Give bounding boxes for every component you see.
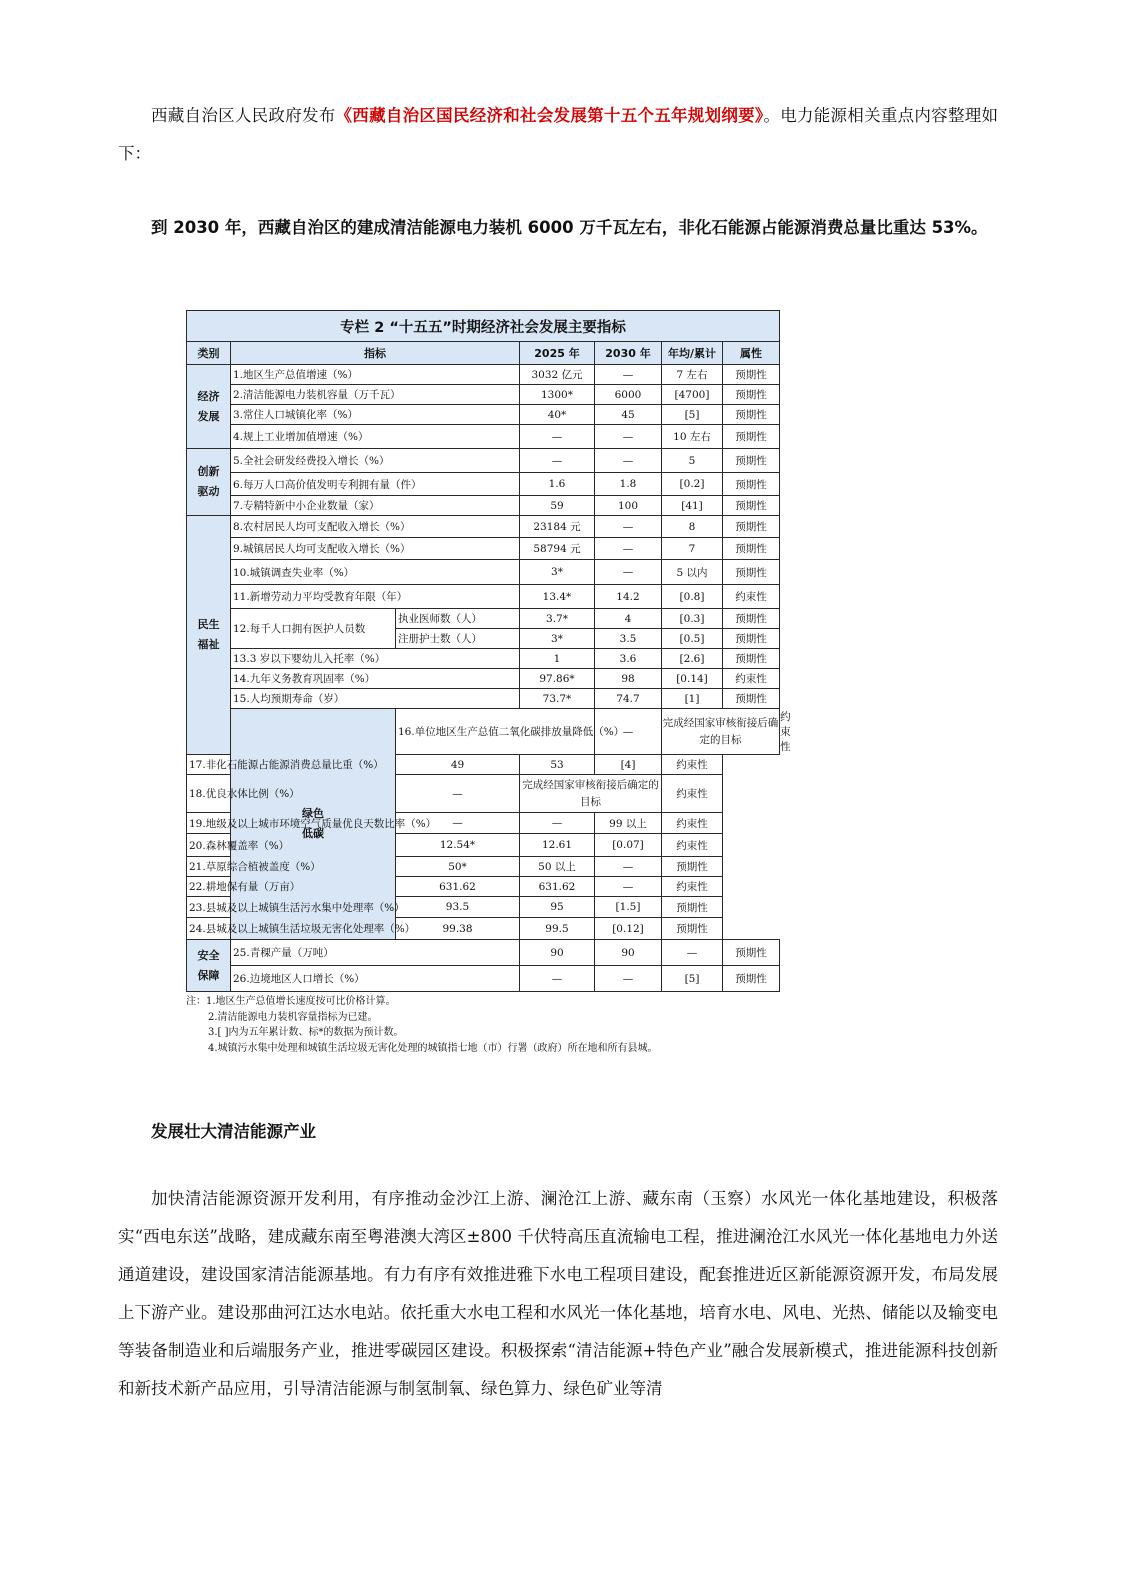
table-note: 3.[ ]内为五年累计数、标*的数据为预计数。 <box>208 1027 404 1038</box>
value-annual: [41] <box>662 496 723 516</box>
value-2030: — <box>595 449 662 473</box>
category-safe-label: 安全 保障 <box>197 948 220 982</box>
value-annual: [0.07] <box>595 834 662 857</box>
value-annual: [0.8] <box>662 585 723 609</box>
header-2030: 2030 年 <box>595 342 662 365</box>
table-note: 4.城镇污水集中处理和城镇生活垃圾无害化处理的城镇指七地（市）行署（政府）所在地和所有县城。 <box>208 1042 658 1054</box>
indicator-name: 21.草原综合植被盖度（%） <box>187 857 396 877</box>
intro-paragraph <box>118 97 998 173</box>
indicator-name: 25.青稞产量（万吨） <box>231 940 520 966</box>
value-2030: 53 <box>520 755 595 775</box>
value-annual: [0.5] <box>662 629 723 649</box>
value-2030: — <box>520 813 595 834</box>
value-attribute: 约束性 <box>723 585 780 609</box>
indicator-name: 15.人均预期寿命（岁） <box>231 689 520 709</box>
value-2030: 12.61 <box>520 834 595 857</box>
value-2030: — <box>595 516 662 538</box>
value-attribute: 预期性 <box>723 940 780 966</box>
indicator-name: 17.非化石能源占能源消费总量比重（%） <box>187 755 396 775</box>
value-annual: 7 左右 <box>662 365 723 385</box>
indicator-name: 22.耕地保有量（万亩） <box>187 877 396 897</box>
indicator-name: 20.森林覆盖率（%） <box>187 834 396 857</box>
category-green-label: 绿色 低碳 <box>302 807 324 840</box>
value-2030: 14.2 <box>595 585 662 609</box>
indicator-table: 专栏 2 “十五五”时期经济社会发展主要指标 类别 指标 2025 年 2030 年 年均/累计 属性 经济 发展 1.地区生产总值增速（%） 3032 亿元 — 7 左右 预期性 2.清洁能源电力装机容量（万千瓦） 1300* 6000 [4700] 预期性 3.常住人口城镇化率（%） 40* 45 [5] 预期性 4.规上工业增加值增速（%） — — 10 左右 预期性 创新 驱动 5.全社会研发经费投入增长（%） — — 5 预期性 6.每万人口高价值发明专利拥有量（件） 1.6 1.8 [0.2] 预期性 7.专精特新中小企业数量（家） 59 100 [41] 预期性 民生 福祉 8.农村居民人均可支配收入增长（%） 23184 元 — 8 预期性 9.城镇居民人均可支配收入增长（%） 58794 元 — 7 预期性 10.城镇调查失业率（%） 3* — 5 以内 预期性 11.新增劳动力平均受教育年限（年） 13.4* 14.2 [0.8] 约束性 12.每千人口拥有医护人员数 执业医师数（人） 3.7* 4 [0.3] 预期性 注册护士数（人） 3* 3.5 [0.5] 预期性 13.3 岁以下婴幼儿入托率（%） 1 3.6 [2.6] 预期性 14.九年义务教育巩固率（%） 97.86* 98 [0.14] 约束性 15.人均预期寿命（岁） 73.7* 74.7 [1] 预期性 绿色 低碳 16.单位地区生产总值二氧化碳排放量降低（%） — 完成经国家审核衔接后确定的目标 约束性 17.非化石能源占能源消费总量比重（%） 49 53 [4] 约束性 18.优良水体比例（%） — 完成经国家审核衔接后确定的目标 约束性 19.地级及以上城市环境空气质量优良天数比率（%） — — 99 以上 约束性 20.森林覆盖率（%） 12.54* 12.61 [0.07] 约束性 21.草原综合植被盖度（%） 50* 50 以上 — 预期性 22.耕地保有量（万亩） 631.62 631.62 — 约束性 23.县城及以上城镇生活污水集中处理率（%） 93.5 95 [1.5] 预期性 24.县城及以上城镇生活垃圾无害化处理率（%） 99.38 99.5 [0.12] 预期性 安全 保障 25.青稞产量（万吨） 90 90 — 预期性 26.边境地区人口增长（%） — — [5] 预期性 <box>186 310 780 992</box>
indicator-name: 4.规上工业增加值增速（%） <box>231 425 520 449</box>
value-2030: 74.7 <box>595 689 662 709</box>
body-paragraph: 加快清洁能源资源开发利用，有序推动金沙江上游、澜沧江上游、藏东南（玉察）水风光一体化基地建设，积极落实“西电东送”战略，建成藏东南至粤港澳大湾区±800 千伏特高压直流输电工程，推进澜沧江水风光一体化基地电力外送通道建设，建设国家清洁能源基地。有力有序有效推进雅下水电工程项目建设，配套推进近区新能源资源开发，布局发展上下游产业。建设那曲河江达水电站。依托重大水电工程和水风光一体化基地，培育水电、风电、光热、储能以及输变电等装备制造业和后端服务产业，推进零碳园区建设。积极探索“清洁能源+特色产业”融合发展新模式，推进能源科技创新和新技术新产品应用，引导清洁能源与制氢制氧、绿色算力、绿色矿业等清 <box>118 1189 998 1398</box>
value-2025: 1300* <box>520 385 595 405</box>
category-econ-label: 经济 发展 <box>197 389 220 423</box>
header-attribute: 属性 <box>723 342 780 365</box>
category-innov-label: 创新 驱动 <box>197 465 220 498</box>
intro-prefix: 西藏自治区人民政府发布 <box>151 106 336 125</box>
value-attribute: 约束性 <box>662 834 723 857</box>
indicator-name: 5.全社会研发经费投入增长（%） <box>231 449 520 473</box>
value-attribute: 预期性 <box>662 897 723 918</box>
indicator-name: 9.城镇居民人均可支配收入增长（%） <box>231 538 520 560</box>
header-category: 类别 <box>187 342 231 365</box>
value-2025: — <box>520 449 595 473</box>
indicator-name: 7.专精特新中小企业数量（家） <box>231 496 520 516</box>
value-2025: 50* <box>396 857 520 877</box>
value-2030: 631.62 <box>520 877 595 897</box>
value-2030: 100 <box>595 496 662 516</box>
header-annual: 年均/累计 <box>662 342 723 365</box>
value-attribute: 预期性 <box>662 857 723 877</box>
indicator-table-figure <box>186 310 791 1056</box>
indicator-name: 16.单位地区生产总值二氧化碳排放量降低（%） <box>396 709 595 755</box>
value-2030: 1.8 <box>595 473 662 496</box>
indicator-subname: 执业医师数（人） <box>396 609 520 629</box>
indicator-name: 2.清洁能源电力装机容量（万千瓦） <box>231 385 520 405</box>
value-attribute: 预期性 <box>723 496 780 516</box>
value-2030: 6000 <box>595 385 662 405</box>
value-2030: 3.5 <box>595 629 662 649</box>
document-title-link[interactable]: 《西藏自治区国民经济和社会发展第十五个五年规划纲要》 <box>335 106 764 125</box>
value-annual: — <box>595 877 662 897</box>
value-attribute: 预期性 <box>723 449 780 473</box>
value-2025: 12.54* <box>396 834 520 857</box>
value-2025: 99.38 <box>396 918 520 940</box>
value-annual: [0.3] <box>662 609 723 629</box>
value-annual: — <box>595 857 662 877</box>
category-live <box>187 516 231 755</box>
value-annual: [1.5] <box>595 897 662 918</box>
value-2025: 59 <box>520 496 595 516</box>
value-2025: 97.86* <box>520 669 595 689</box>
value-2025: 1.6 <box>520 473 595 496</box>
value-annual: [5] <box>662 405 723 425</box>
category-live-label: 民生 福祉 <box>197 618 220 651</box>
indicator-name: 3.常住人口城镇化率（%） <box>231 405 520 425</box>
table-notes <box>186 994 779 1056</box>
value-2025: 3* <box>520 629 595 649</box>
value-2030: 95 <box>520 897 595 918</box>
value-2025: 631.62 <box>396 877 520 897</box>
value-attribute: 预期性 <box>723 560 780 585</box>
value-2030: — <box>595 365 662 385</box>
indicator-name: 11.新增劳动力平均受教育年限（年） <box>231 585 520 609</box>
indicator-name: 8.农村居民人均可支配收入增长（%） <box>231 516 520 538</box>
value-2025: — <box>520 966 595 992</box>
category-safe <box>187 940 231 992</box>
indicator-name: 1.地区生产总值增速（%） <box>231 365 520 385</box>
value-attribute: 预期性 <box>723 516 780 538</box>
highlight-statement: 到 2030 年，西藏自治区的建成清洁能源电力装机 6000 万千瓦左右，非化石能源占能源消费总量比重达 53%。 <box>151 218 988 237</box>
header-2025: 2025 年 <box>520 342 595 365</box>
value-attribute: 约束性 <box>662 775 723 813</box>
value-2030: — <box>595 538 662 560</box>
value-2025: 3032 亿元 <box>520 365 595 385</box>
value-2030: 98 <box>595 669 662 689</box>
indicator-name: 26.边境地区人口增长（%） <box>231 966 520 992</box>
value-2025: 40* <box>520 405 595 425</box>
value-2030-target: 完成经国家审核衔接后确定的目标 <box>662 709 780 755</box>
value-annual: [1] <box>662 689 723 709</box>
value-annual: — <box>662 940 723 966</box>
value-2030: 50 以上 <box>520 857 595 877</box>
value-2025: 3* <box>520 560 595 585</box>
indicator-name: 14.九年义务教育巩固率（%） <box>231 669 520 689</box>
table-note: 2.清洁能源电力装机容量指标为已建。 <box>208 1011 378 1023</box>
value-attribute: 预期性 <box>723 689 780 709</box>
indicator-name: 12.每千人口拥有医护人员数 <box>231 609 396 649</box>
value-attribute: 预期性 <box>723 649 780 669</box>
value-2025: — <box>396 775 520 813</box>
value-attribute: 预期性 <box>723 473 780 496</box>
value-2025: — <box>396 813 520 834</box>
value-2025: 13.4* <box>520 585 595 609</box>
value-annual: 7 <box>662 538 723 560</box>
value-2025: 23184 元 <box>520 516 595 538</box>
value-annual: 8 <box>662 516 723 538</box>
value-attribute: 预期性 <box>662 918 723 940</box>
value-attribute: 预期性 <box>723 385 780 405</box>
value-annual: [4700] <box>662 385 723 405</box>
value-2025: — <box>520 425 595 449</box>
value-annual: [2.6] <box>662 649 723 669</box>
section-heading: 发展壮大清洁能源产业 <box>151 1122 316 1141</box>
intro-suffix: 。电力能源相关重点内容整理如下： <box>118 106 999 163</box>
category-econ <box>187 365 231 449</box>
value-annual: 5 以内 <box>662 560 723 585</box>
value-attribute: 约束性 <box>662 813 723 834</box>
indicator-name: 6.每万人口高价值发明专利拥有量（件） <box>231 473 520 496</box>
value-2030: 45 <box>595 405 662 425</box>
value-2030: 90 <box>595 940 662 966</box>
value-attribute: 约束性 <box>662 877 723 897</box>
value-attribute: 预期性 <box>723 629 780 649</box>
value-2030: 3.6 <box>595 649 662 669</box>
value-annual: [0.12] <box>595 918 662 940</box>
value-attribute: 预期性 <box>723 405 780 425</box>
indicator-name: 10.城镇调查失业率（%） <box>231 560 520 585</box>
value-2025: 1 <box>520 649 595 669</box>
value-2030: 4 <box>595 609 662 629</box>
value-annual: 99 以上 <box>595 813 662 834</box>
value-attribute: 约束性 <box>662 755 723 775</box>
header-indicator: 指标 <box>231 342 520 365</box>
value-2025: 3.7* <box>520 609 595 629</box>
value-annual: [0.2] <box>662 473 723 496</box>
indicator-name: 19.地级及以上城市环境空气质量优良天数比率（%） <box>187 813 396 834</box>
value-annual: [0.14] <box>662 669 723 689</box>
indicator-subname: 注册护士数（人） <box>396 629 520 649</box>
value-annual: 10 左右 <box>662 425 723 449</box>
indicator-name: 13.3 岁以下婴幼儿入托率（%） <box>231 649 520 669</box>
value-2025: 93.5 <box>396 897 520 918</box>
value-2025: 58794 元 <box>520 538 595 560</box>
indicator-name: 23.县城及以上城镇生活污水集中处理率（%） <box>187 897 396 918</box>
value-annual: 5 <box>662 449 723 473</box>
value-annual: [5] <box>662 966 723 992</box>
value-annual: [4] <box>595 755 662 775</box>
value-2025: 73.7* <box>520 689 595 709</box>
value-2030-target: 完成经国家审核衔接后确定的目标 <box>520 775 662 813</box>
value-attribute: 预期性 <box>723 365 780 385</box>
table-note: 注：1.地区生产总值增长速度按可比价格计算。 <box>186 996 396 1007</box>
indicator-name: 18.优良水体比例（%） <box>187 775 396 813</box>
value-2030: — <box>595 560 662 585</box>
value-2030: 99.5 <box>520 918 595 940</box>
table-title: 专栏 2 “十五五”时期经济社会发展主要指标 <box>187 311 780 342</box>
value-2030: — <box>595 966 662 992</box>
value-attribute: 预期性 <box>723 609 780 629</box>
value-attribute: 预期性 <box>723 966 780 992</box>
value-2025: 49 <box>396 755 520 775</box>
indicator-name: 24.县城及以上城镇生活垃圾无害化处理率（%） <box>187 918 396 940</box>
value-2025: 90 <box>520 940 595 966</box>
value-attribute: 预期性 <box>723 538 780 560</box>
value-attribute: 预期性 <box>723 425 780 449</box>
value-attribute: 约束性 <box>723 669 780 689</box>
category-innov <box>187 449 231 516</box>
value-2025: — <box>595 709 662 755</box>
value-2030: — <box>595 425 662 449</box>
